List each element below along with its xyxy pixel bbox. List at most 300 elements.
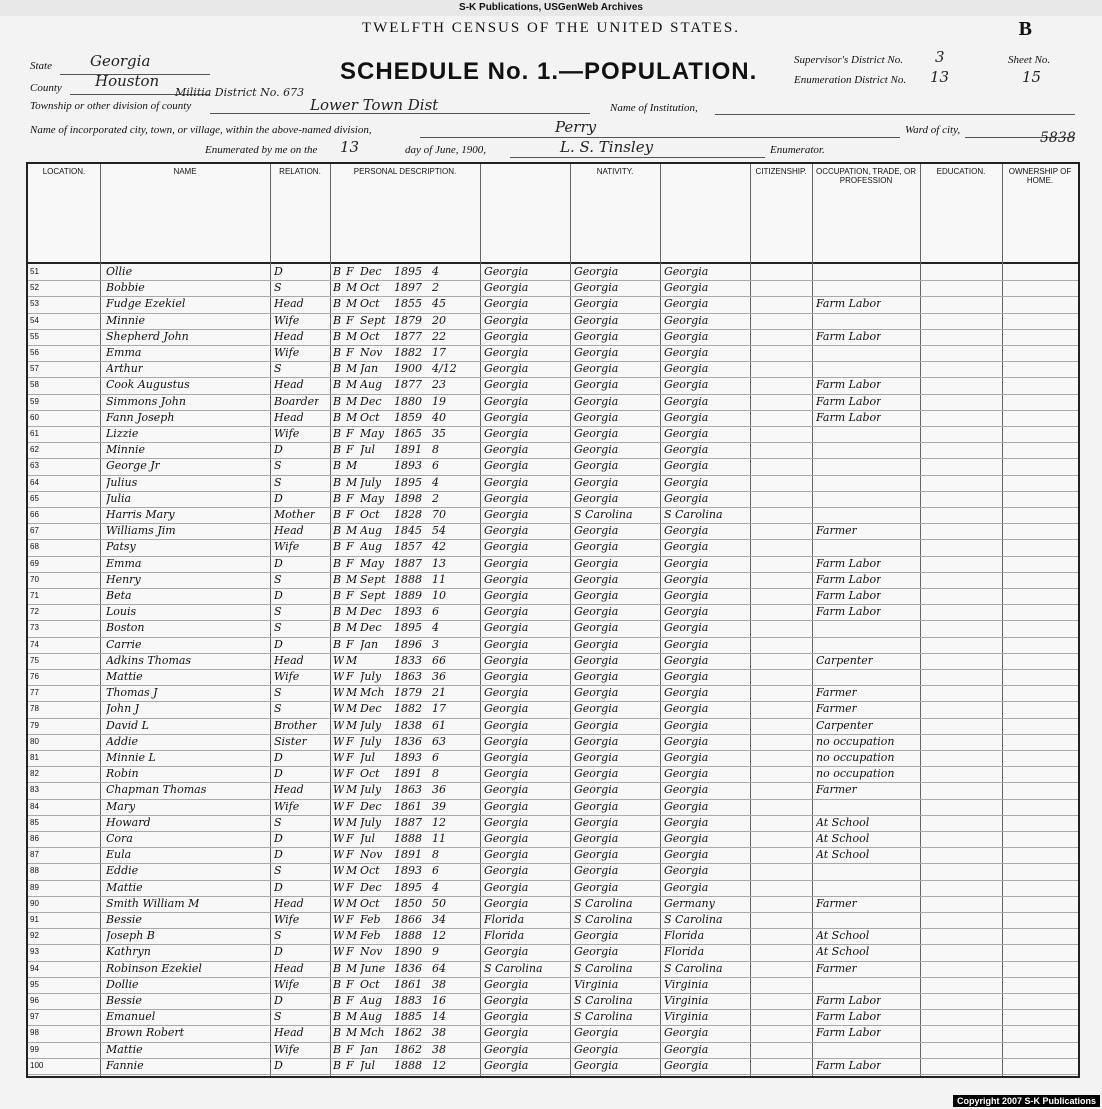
person-name: Patsy [106,540,136,554]
birth-month: Oct [360,410,380,424]
mother-birthplace: Georgia [664,443,709,457]
relation: D [274,443,283,457]
relation: Head [274,410,304,424]
race: B [333,621,342,635]
birth-month: Nov [360,346,383,359]
mother-birthplace: Georgia [664,767,709,781]
sex: M [346,1026,358,1040]
birth-year: 1893 [394,459,422,473]
relation: S [274,475,282,489]
relation: Mother [274,508,316,521]
birth-month: Jan [360,637,379,651]
sex: M [346,394,358,408]
birth-year: 1888 [394,929,422,943]
relation: Head [274,329,304,343]
birth-month: Oct [360,508,380,521]
person-name: Simmons John [106,394,186,408]
sex: M [346,864,358,878]
occupation: Farm Labor [816,572,882,586]
person-name: Emanuel [106,1010,156,1024]
sex: F [346,670,354,683]
father-birthplace: Georgia [574,621,619,635]
sex: M [346,815,358,829]
age: 2 [432,491,439,505]
birth-month: Sept [360,572,386,586]
person-name: Brown Robert [106,1026,185,1040]
relation: S [274,362,282,376]
person-name: Eddie [106,864,139,878]
birth-year: 1900 [394,362,422,376]
mother-birthplace: Georgia [664,848,709,862]
state-label: State [30,60,52,72]
row-number: 77 [30,688,39,698]
occupation: no occupation [816,734,895,748]
row-number: 58 [30,380,39,390]
age: 4 [432,621,439,635]
race: W [333,896,345,910]
col-personal: PERSONAL DESCRIPTION. [330,164,481,262]
race: B [333,427,342,440]
mother-birthplace: Virginia [664,1010,709,1024]
father-birthplace: Georgia [574,410,619,424]
birthplace: Georgia [484,686,529,700]
birth-month: Dec [360,702,382,716]
table-row [28,896,1078,913]
race: B [333,443,342,457]
birthplace: Georgia [484,1026,529,1040]
father-birthplace: Georgia [574,702,619,716]
table-row [28,685,1078,702]
table-row [28,637,1078,654]
mother-birthplace: Florida [664,929,705,943]
birth-month: Feb [360,913,381,926]
birthplace: Georgia [484,718,529,732]
person-name: John J [106,702,140,716]
birthplace: Georgia [484,637,529,651]
sex: F [346,346,354,359]
father-birthplace: Georgia [574,475,619,489]
row-number: 61 [30,429,39,438]
mother-birthplace: Georgia [664,621,709,635]
birth-year: 1880 [394,394,422,408]
birth-month: Oct [360,864,380,878]
birth-month: Jul [360,1058,376,1072]
row-number: 55 [30,331,39,341]
birthplace: Georgia [484,783,529,797]
father-birthplace: Georgia [574,799,619,813]
birth-year: 1882 [394,702,422,716]
race: W [333,880,345,894]
relation: D [274,265,283,278]
mother-birthplace: Georgia [664,832,709,845]
person-name: Fannie [106,1058,144,1072]
col-name: NAME [100,164,271,262]
birth-year: 1838 [394,718,422,732]
mother-birthplace: Georgia [664,653,709,667]
birthplace: Georgia [484,880,529,894]
person-name: Mattie [106,880,143,894]
person-name: Minnie [106,443,145,457]
birth-year: 1882 [394,346,422,359]
birth-month: Mch [360,1026,385,1040]
sex: M [346,896,358,910]
birthplace: Georgia [484,605,529,619]
relation: Sister [274,734,307,748]
sex: F [346,508,354,521]
sheet-letter: B [1018,18,1032,40]
table-row [28,961,1078,978]
occupation: At School [816,945,870,959]
person-name: Boston [106,621,145,635]
race: B [333,994,342,1007]
birth-month: Aug [360,1010,383,1024]
birth-month: Nov [360,945,383,959]
occupation: Farm Labor [816,994,882,1007]
race: W [333,670,345,683]
row-number: 83 [30,785,39,795]
mother-birthplace: Georgia [664,313,709,327]
birth-month: Dec [360,799,382,813]
birthplace: Georgia [484,896,529,910]
birth-month: Aug [360,378,383,392]
table-row [28,572,1078,589]
race: B [333,556,342,570]
birth-year: 1895 [394,265,422,278]
birthplace: Georgia [484,508,529,521]
birthplace: Georgia [484,346,529,359]
age: 16 [432,994,446,1007]
mother-birthplace: Georgia [664,394,709,408]
relation: S [274,702,282,716]
col-relation: RELATION. [270,164,331,262]
birth-month: Oct [360,329,380,343]
age: 11 [432,832,446,845]
birth-month: Oct [360,297,380,311]
father-birthplace: Georgia [574,686,619,700]
row-number: 52 [30,283,39,293]
birth-year: 1887 [394,556,422,570]
row-number: 90 [30,898,39,908]
race: B [333,475,342,489]
birth-month: May [360,491,385,505]
enumeration-value: 13 [930,68,950,86]
birthplace: Georgia [484,281,529,295]
sex: F [346,767,354,781]
age: 70 [432,508,446,521]
race: B [333,1010,342,1024]
relation: D [274,994,283,1007]
race: B [333,329,342,343]
sex: M [346,297,358,311]
row-number: 96 [30,996,39,1005]
person-name: Chapman Thomas [106,783,207,797]
row-number: 62 [30,445,39,455]
mother-birthplace: Georgia [664,572,709,586]
mother-birthplace: Georgia [664,524,709,538]
age: 39 [432,799,446,813]
enumeration-label: Enumeration District No. [794,74,907,86]
race: B [333,1042,342,1056]
enumerator-label: Enumerator. [770,144,825,156]
father-birthplace: Georgia [574,556,619,570]
age: 4 [432,880,439,894]
sex: M [346,783,358,797]
birth-month: July [360,475,382,489]
occupation: Farmer [816,896,857,910]
age: 35 [432,427,446,440]
person-name: Bessie [106,994,142,1007]
mother-birthplace: Georgia [664,718,709,732]
mother-birthplace: Georgia [664,1058,709,1072]
person-name: Ollie [106,265,133,278]
table-row [28,944,1078,961]
mother-birthplace: Georgia [664,362,709,376]
mother-birthplace: Georgia [664,297,709,311]
birth-year: 1889 [394,589,422,602]
father-birthplace: Georgia [574,346,619,359]
mother-birthplace: S Carolina [664,961,723,975]
table-row [28,766,1078,783]
sex: M [346,410,358,424]
birth-year: 1895 [394,475,422,489]
father-birthplace: Georgia [574,880,619,894]
relation: S [274,929,282,943]
row-number: 87 [30,850,39,860]
age: 17 [432,346,446,359]
father-birthplace: Georgia [574,864,619,878]
person-name: Mattie [106,1042,143,1056]
table-row [28,669,1078,686]
relation: D [274,589,283,602]
birth-month: Jul [360,443,376,457]
age: 8 [432,848,439,862]
race: B [333,459,342,473]
race: B [333,524,342,538]
age: 45 [432,297,446,311]
enumerator-name: L. S. Tinsley [560,138,654,156]
race: B [333,508,342,521]
relation: D [274,491,283,505]
race: W [333,832,345,845]
col-location: LOCATION. [28,164,101,262]
sex: F [346,589,354,602]
mother-birthplace: Georgia [664,1026,709,1040]
row-number: 66 [30,510,39,519]
father-birthplace: Georgia [574,443,619,457]
mother-birthplace: Georgia [664,378,709,392]
father-birthplace: Georgia [574,848,619,862]
age: 36 [432,783,446,797]
occupation: Carpenter [816,718,874,732]
occupation: Farm Labor [816,589,882,602]
father-birthplace: Georgia [574,605,619,619]
table-row [28,653,1078,670]
sex: M [346,1010,358,1024]
person-name: Julius [106,475,138,489]
incorporated-label: Name of incorporated city, town, or village, within the above-named division, [30,124,372,136]
birth-month: Jan [360,1042,379,1056]
age: 12 [432,929,446,943]
person-name: David L [106,718,149,732]
sex: M [346,702,358,716]
row-number: 88 [30,866,39,876]
birth-month: Dec [360,880,382,894]
relation: S [274,686,282,700]
age: 11 [432,572,446,586]
birthplace: Georgia [484,362,529,376]
birth-year: 1888 [394,1058,422,1072]
table-row [28,426,1078,443]
birthplace: Georgia [484,410,529,424]
father-birthplace: Georgia [574,670,619,683]
birth-month: July [360,734,382,748]
relation: Wife [274,1042,300,1056]
father-birthplace: Georgia [574,524,619,538]
table-row [28,377,1078,394]
mother-birthplace: Georgia [664,799,709,813]
age: 10 [432,589,446,602]
row-number: 64 [30,477,39,487]
father-birthplace: Georgia [574,427,619,440]
occupation: Farm Labor [816,1026,882,1040]
person-name: Cook Augustus [106,378,190,392]
person-name: Howard [106,815,151,829]
table-row [28,993,1078,1010]
age: 2 [432,281,439,295]
sex: F [346,913,354,926]
person-name: Shepherd John [106,329,189,343]
birth-year: 1883 [394,994,422,1007]
row-number: 68 [30,542,39,552]
race: W [333,848,345,862]
age: 3 [432,637,439,651]
race: B [333,281,342,295]
age: 50 [432,896,446,910]
relation: Head [274,653,304,667]
table-row [28,620,1078,637]
birthplace: Georgia [484,313,529,327]
person-name: Emma [106,556,142,570]
person-name: Eula [106,848,132,862]
age: 4 [432,265,439,278]
sheet-value: 15 [1022,68,1042,86]
enumerated-day: 13 [340,138,360,156]
birth-year: 1857 [394,540,422,554]
person-name: Harris Mary [106,508,175,521]
occupation: At School [816,815,870,829]
relation: D [274,848,283,862]
age: 38 [432,977,446,991]
age: 64 [432,961,446,975]
birth-month: July [360,783,382,797]
father-birthplace: S Carolina [574,961,633,975]
person-name: Robin [106,767,139,781]
person-name: Henry [106,572,141,586]
sex: F [346,1042,354,1056]
birthplace: Georgia [484,589,529,602]
person-name: Arthur [106,362,144,376]
mother-birthplace: Georgia [664,346,709,359]
row-number: 51 [30,267,39,276]
person-name: Fudge Ezekiel [106,297,186,311]
relation: Wife [274,540,300,554]
father-birthplace: Georgia [574,265,619,278]
birthplace: Georgia [484,799,529,813]
sex: M [346,718,358,732]
person-name: Thomas J [106,686,158,700]
birth-month: Feb [360,929,381,943]
table-row [28,1058,1078,1075]
father-birthplace: Georgia [574,751,619,764]
row-number: 53 [30,299,39,309]
row-number: 98 [30,1028,39,1038]
col-citizenship: CITIZENSHIP. [750,164,813,262]
relation: S [274,459,282,473]
birth-year: 1897 [394,281,422,295]
race: B [333,346,342,359]
occupation: Farmer [816,702,857,716]
row-number: 56 [30,348,39,357]
mother-birthplace: Georgia [664,589,709,602]
relation: Wife [274,913,300,926]
mother-birthplace: Georgia [664,686,709,700]
birth-month: May [360,556,385,570]
relation: S [274,605,282,619]
age: 63 [432,734,446,748]
birth-month: July [360,670,382,683]
father-birthplace: Georgia [574,734,619,748]
row-number: 80 [30,736,39,746]
person-name: Lizzie [106,427,139,440]
relation: D [274,832,283,845]
birth-year: 1891 [394,443,422,457]
birthplace: Georgia [484,767,529,781]
row-number: 86 [30,834,39,843]
birthplace: Georgia [484,427,529,440]
row-number: 94 [30,963,39,973]
birthplace: Florida [484,929,525,943]
birth-year: 1893 [394,864,422,878]
father-birthplace: Georgia [574,832,619,845]
father-birthplace: Georgia [574,540,619,554]
sex: F [346,880,354,894]
township-value: Lower Town Dist [310,96,439,114]
person-name: Cora [106,832,133,845]
age: 19 [432,394,446,408]
person-name: Bobbie [106,281,145,295]
row-number: 89 [30,882,39,892]
age: 21 [432,686,446,700]
birthplace: Georgia [484,491,529,505]
age: 4/12 [432,362,457,376]
birthplace: Georgia [484,265,529,278]
relation: Head [274,1026,304,1040]
table-row [28,442,1078,459]
age: 6 [432,459,439,473]
birth-month: July [360,718,382,732]
table-row [28,701,1078,718]
row-number: 81 [30,753,39,762]
birth-month: June [360,961,386,975]
person-name: Emma [106,346,142,359]
race: W [333,815,345,829]
father-birthplace: Georgia [574,297,619,311]
birthplace: Georgia [484,378,529,392]
occupation: Farmer [816,524,857,538]
birth-year: 1891 [394,848,422,862]
mother-birthplace: Georgia [664,427,709,440]
race: W [333,734,345,748]
